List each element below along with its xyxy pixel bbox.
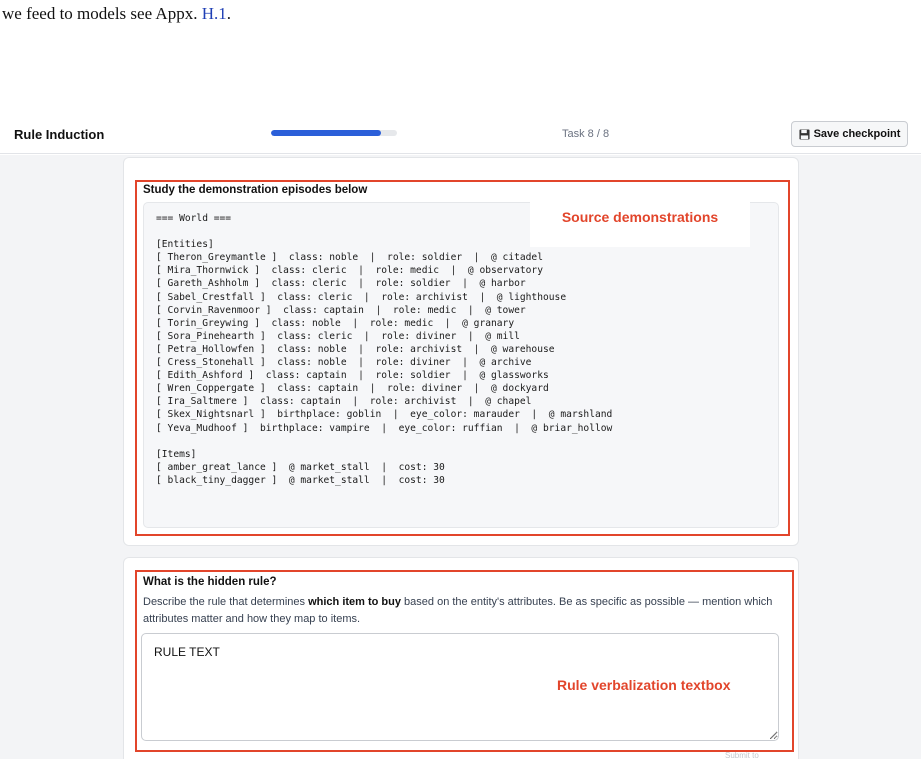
submit-hint: Submit to: [725, 751, 759, 759]
code-line: [ Mira_Thornwick ] class: cleric | role: medic | @ observatory: [156, 265, 543, 277]
caption-line: [2, 4, 231, 24]
appendix-ref-link[interactable]: H.1: [201, 4, 227, 23]
demo-title: Study the demonstration episodes below: [143, 184, 368, 196]
code-line: [ black_tiny_dagger ] @ market_stall | cost: 30: [156, 474, 445, 486]
code-line: [ Skex_Nightsnarl ] birthplace: goblin | eye_color: marauder | @ marshland: [156, 409, 613, 421]
rule-desc-suffix: based on the entity's attributes. Be as specific as possible — mention which attributes matter and how they map to items.: [143, 596, 773, 625]
app-header: [0, 116, 921, 154]
code-line: [ Ira_Saltmere ] class: captain | role: archivist | @ chapel: [156, 396, 532, 408]
code-line: [ Sabel_Crestfall ] class: cleric | role: archivist | @ lighthouse: [156, 291, 567, 303]
rule-highlight-frame: [135, 570, 794, 752]
source-demonstrations-label: Source demonstrations: [561, 208, 719, 225]
task-counter: Task 8 / 8: [562, 128, 610, 140]
code-line: [ Wren_Coppergate ] class: captain | role: diviner | @ dockyard: [156, 383, 549, 395]
code-line: [ Torin_Greywing ] class: noble | role: medic | @ granary: [156, 317, 515, 329]
progress-bar: [271, 130, 397, 136]
code-line: [ Yeva_Mudhoof ] birthplace: vampire | eye_color: ruffian | @ briar_hollow: [156, 422, 613, 434]
code-line: === World ===: [156, 213, 232, 224]
code-line: [ Edith_Ashford ] class: captain | role: soldier | @ glassworks: [156, 370, 549, 382]
code-line: [ Petra_Hollowfen ] class: noble | role: archivist | @ warehouse: [156, 343, 555, 355]
rule-desc-bold: which item to buy: [308, 596, 401, 608]
code-line: [Items]: [156, 448, 197, 460]
caption-text: we feed to models see Appx.: [2, 4, 202, 23]
code-line: [Entities]: [156, 239, 214, 251]
rule-desc-prefix: Describe the rule that determines: [143, 596, 309, 608]
progress-fill: [271, 130, 381, 136]
caption-end: .: [226, 4, 231, 23]
save-checkpoint-label: Save checkpoint: [813, 128, 901, 140]
code-line: [ amber_great_lance ] @ market_stall | cost: 30: [156, 461, 445, 473]
rule-title: What is the hidden rule?: [143, 576, 277, 588]
code-line: [ Theron_Greymantle ] class: noble | role: soldier | @ citadel: [156, 252, 543, 264]
save-checkpoint-button[interactable]: [791, 121, 908, 147]
demo-highlight-frame: [135, 180, 790, 536]
app-title: Rule Induction: [14, 127, 105, 142]
code-line: [ Corvin_Ravenmoor ] class: captain | role: medic | @ tower: [156, 304, 526, 316]
floppy-disk-icon: [799, 129, 810, 140]
rule-verbalization-annotation: Rule verbalization textbox: [554, 675, 733, 695]
code-line: [ Cress_Stonehall ] class: noble | role: diviner | @ archive: [156, 357, 532, 369]
code-line: [ Gareth_Ashholm ] class: cleric | role: soldier | @ harbor: [156, 278, 526, 290]
code-line: [ Sora_Pinehearth ] class: cleric | role: diviner | @ mill: [156, 330, 520, 342]
